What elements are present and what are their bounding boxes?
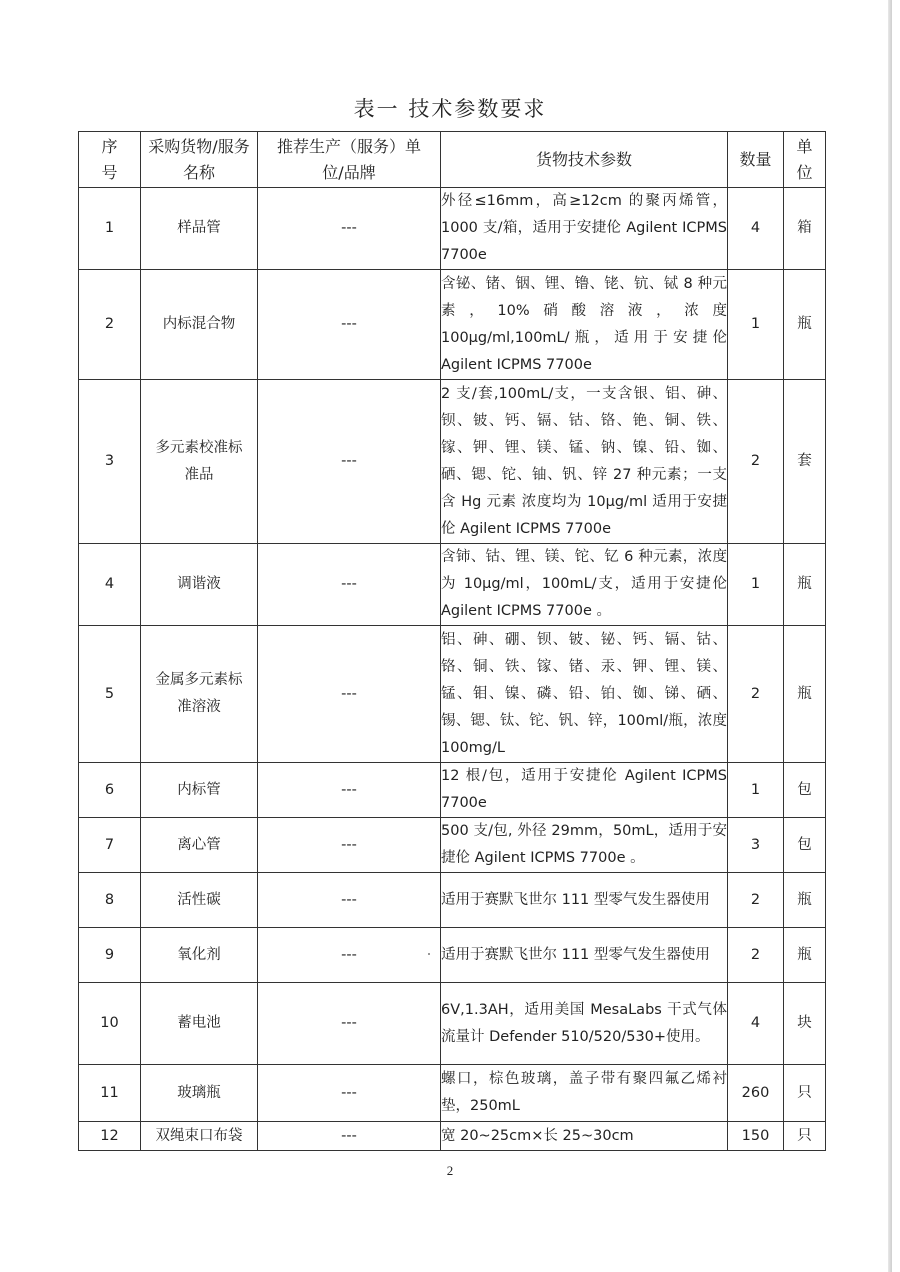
row-qty: 2 (728, 626, 784, 763)
row-qty: 2 (728, 928, 784, 983)
row-spec: 6V,1.3AH，适用美国 MesaLabs 干式气体流量计 Defender 510/520/530+使用。 (441, 983, 728, 1065)
table-row (79, 188, 826, 270)
row-unit: 瓶 (784, 544, 826, 626)
header-brand: 推荐生产（服务）单位/品牌 (258, 132, 441, 188)
row-brand: --- (258, 873, 441, 928)
row-no: 1 (79, 188, 141, 270)
table-row (79, 626, 826, 763)
row-unit: 瓶 (784, 873, 826, 928)
row-unit: 包 (784, 818, 826, 873)
row-no: 11 (79, 1065, 141, 1122)
row-no: 4 (79, 544, 141, 626)
row-no: 8 (79, 873, 141, 928)
page-title: 表一 技术参数要求 (353, 97, 547, 121)
row-unit: 只 (784, 1065, 826, 1122)
page-number: 2 (446, 1163, 454, 1178)
row-qty: 4 (728, 983, 784, 1065)
row-brand: --- (258, 983, 441, 1065)
table-row (79, 763, 826, 818)
header-qty: 数量 (728, 132, 784, 188)
row-qty: 150 (728, 1122, 784, 1151)
row-spec: 外径≤16mm，高≥12cm 的聚丙烯管，1000 支/箱，适用于安捷伦 Agilent ICPMS 7700e (441, 188, 728, 270)
table-row (79, 983, 826, 1065)
table-row (79, 270, 826, 380)
row-brand: --- (258, 928, 441, 983)
row-qty: 2 (728, 380, 784, 544)
row-spec: 适用于赛默飞世尔 111 型零气发生器使用 (441, 873, 728, 928)
row-no: 2 (79, 270, 141, 380)
row-item-name: 样品管 (141, 188, 258, 270)
row-qty: 3 (728, 818, 784, 873)
row-no: 12 (79, 1122, 141, 1151)
row-brand: --- (258, 1122, 441, 1151)
row-unit: 瓶 (784, 270, 826, 380)
header-spec: 货物技术参数 (441, 132, 728, 188)
row-no: 9 (79, 928, 141, 983)
row-brand: --- (258, 763, 441, 818)
row-no: 7 (79, 818, 141, 873)
table-row (79, 544, 826, 626)
row-spec: 2 支/套,100mL/支，一支含银、铝、砷、钡、铍、钙、镉、钴、铬、铯、铜、铁、镓、钾、锂、镁、锰、钠、镍、铅、铷、硒、锶、铊、铀、钒、锌 27 种元素；一支含 Hg 元素 浓度均为 10μg/ml 适用于安捷伦 Agilent ICPMS 7700e (441, 380, 728, 544)
row-item-name: 蓄电池 (141, 983, 258, 1065)
scan-speck (428, 953, 430, 955)
table-header-row (79, 132, 826, 188)
header-name: 采购货物/服务名称 (141, 132, 258, 188)
row-brand: --- (258, 380, 441, 544)
row-unit: 只 (784, 1122, 826, 1151)
row-brand: --- (258, 270, 441, 380)
header-unit: 单位 (784, 132, 826, 188)
tech-spec-table (78, 131, 826, 1151)
table-row (79, 1122, 826, 1151)
row-item-name: 金属多元素标准溶液 (141, 626, 258, 763)
row-spec: 含铋、锗、铟、锂、镥、铑、钪、铽 8 种元素，10%硝酸溶液，浓度 100μg/ml,100mL/瓶，适用于安捷伦 Agilent ICPMS 7700e (441, 270, 728, 380)
row-item-name: 离心管 (141, 818, 258, 873)
row-qty: 1 (728, 544, 784, 626)
row-spec: 适用于赛默飞世尔 111 型零气发生器使用 (441, 928, 728, 983)
row-item-name: 调谐液 (141, 544, 258, 626)
row-qty: 2 (728, 873, 784, 928)
row-item-name: 双绳束口布袋 (141, 1122, 258, 1151)
row-unit: 包 (784, 763, 826, 818)
row-brand: --- (258, 626, 441, 763)
table-row (79, 873, 826, 928)
row-unit: 瓶 (784, 928, 826, 983)
row-spec: 螺口，棕色玻璃，盖子带有聚四氟乙烯衬垫，250mL (441, 1065, 728, 1122)
table-row (79, 818, 826, 873)
row-spec: 宽 20~25cm×长 25~30cm (441, 1122, 728, 1151)
row-unit: 箱 (784, 188, 826, 270)
row-no: 5 (79, 626, 141, 763)
row-brand: --- (258, 818, 441, 873)
row-spec: 500 支/包, 外径 29mm，50mL，适用于安捷伦 Agilent ICPMS 7700e 。 (441, 818, 728, 873)
row-item-name: 活性碳 (141, 873, 258, 928)
row-brand: --- (258, 188, 441, 270)
row-qty: 1 (728, 270, 784, 380)
row-brand: --- (258, 1065, 441, 1122)
row-item-name: 内标混合物 (141, 270, 258, 380)
row-spec: 铝、砷、硼、钡、铍、铋、钙、镉、钴、铬、铜、铁、镓、锗、汞、钾、锂、镁、锰、钼、镍、磷、铅、铂、铷、锑、硒、锡、锶、钛、铊、钒、锌，100ml/瓶，浓度 100mg/L (441, 626, 728, 763)
table-row (79, 380, 826, 544)
row-item-name: 多元素校准标准品 (141, 380, 258, 544)
row-spec: 12 根/包，适用于安捷伦 Agilent ICPMS 7700e (441, 763, 728, 818)
row-item-name: 氧化剂 (141, 928, 258, 983)
row-no: 3 (79, 380, 141, 544)
row-item-name: 内标管 (141, 763, 258, 818)
row-no: 6 (79, 763, 141, 818)
row-spec: 含铈、钴、锂、镁、铊、钇 6 种元素，浓度为 10μg/ml，100mL/支，适用于安捷伦 Agilent ICPMS 7700e 。 (441, 544, 728, 626)
row-brand: --- (258, 544, 441, 626)
header-no: 序号 (79, 132, 141, 188)
row-qty: 1 (728, 763, 784, 818)
row-unit: 瓶 (784, 626, 826, 763)
row-no: 10 (79, 983, 141, 1065)
row-unit: 套 (784, 380, 826, 544)
row-qty: 4 (728, 188, 784, 270)
scan-edge-shadow (888, 0, 892, 1272)
table-row (79, 928, 826, 983)
row-qty: 260 (728, 1065, 784, 1122)
row-item-name: 玻璃瓶 (141, 1065, 258, 1122)
table-row (79, 1065, 826, 1122)
row-unit: 块 (784, 983, 826, 1065)
